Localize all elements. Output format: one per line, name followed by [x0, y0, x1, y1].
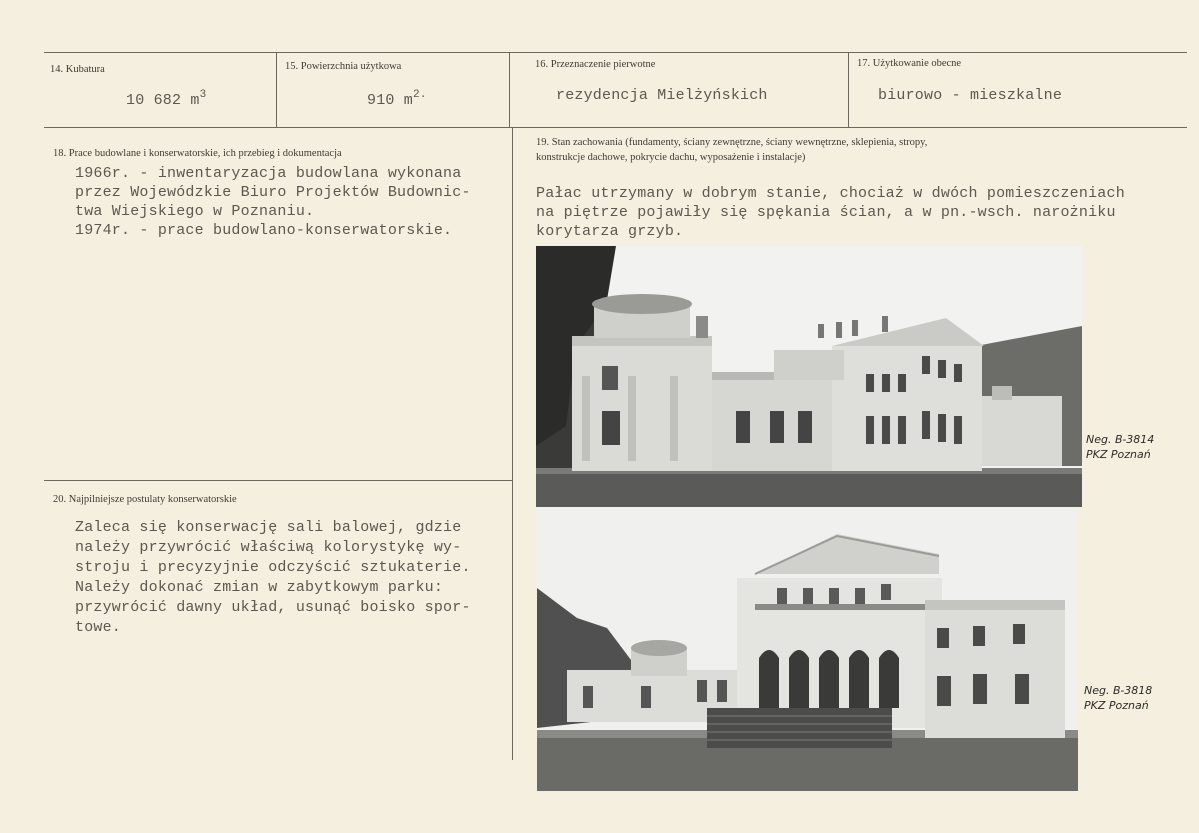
field-15-value: 910 $m^{2.}$: [367, 89, 427, 109]
palace-photo-side-view: [536, 246, 1082, 507]
field-14-label: 14. Kubatura: [50, 64, 105, 75]
field-20-label: 20. Najpilniejsze postulaty konserwatorskie: [53, 494, 237, 505]
field-19-line: korytarza grzyb.: [536, 223, 684, 240]
field-19-line: Pałac utrzymany w dobrym stanie, chociaż w dwóch pomieszczeniach: [536, 185, 1125, 202]
field-17-value: biurowo - mieszkalne: [878, 87, 1063, 104]
row1-bottom-rule: [44, 127, 1187, 128]
field-18-text: [75, 164, 471, 240]
field-16-value: rezydencja Mielżyńskich: [556, 87, 768, 104]
field-20-line: przywrócić dawny układ, usunąć boisko spor-: [75, 599, 471, 616]
field-16-label: 16. Przeznaczenie pierwotne: [535, 59, 656, 70]
field-20-line: należy przywrócić właściwą kolorystykę wy-: [75, 539, 462, 556]
photo-1-caption-line: PKZ Poznań: [1086, 448, 1151, 461]
field-15-sup: 2.: [413, 89, 427, 101]
field-18-line: przez Wojewódzkie Biuro Projektów Budownic-: [75, 184, 471, 201]
photo-2-caption-line: PKZ Poznań: [1084, 699, 1149, 712]
photo-1-caption: [1086, 432, 1154, 462]
col-divider-14-15: [276, 53, 277, 127]
field-20-text: [75, 518, 471, 638]
photo-1-caption-line: Neg. B-3814: [1086, 433, 1155, 446]
field-20-line: stroju i precyzyjnie odczyścić sztukaterie.: [75, 559, 471, 576]
field-18-line: 1974r. - prace budowlano-konserwatorskie.: [75, 222, 453, 239]
field-19-label-line: konstrukcje dachowe, pokrycie dachu, wyposażenie i instalacje): [536, 151, 806, 163]
field-14-sup: 3: [199, 89, 207, 101]
palace-portico-illustration: [537, 508, 1078, 791]
field-14-value: 10 682 $m^3$: [126, 89, 207, 109]
field-20-line: towe.: [75, 619, 122, 636]
field-19-text: [536, 184, 1125, 241]
section-18-bottom-rule: [44, 480, 512, 481]
field-19-label-line: 19. Stan zachowania (fundamenty, ściany zewnętrzne, ściany wewnętrzne, sklepienia, stropy,: [536, 137, 928, 148]
palace-photo-portico-view: [537, 508, 1078, 791]
col-divider-16-17: [848, 53, 849, 127]
field-18-label: 18. Prace budowlane i konserwatorskie, ich przebieg i dokumentacja: [53, 148, 342, 159]
field-18-line: twa Wiejskiego w Poznaniu.: [75, 203, 315, 220]
palace-side-illustration: [536, 246, 1082, 507]
field-19-line: na piętrze pojawiły się spękania ścian, a w pn.-wsch. narożniku: [536, 204, 1116, 221]
photo-2-caption-line: Neg. B-3818: [1084, 684, 1153, 697]
top-rule: [44, 52, 1187, 53]
field-18-line: 1966r. - inwentaryzacja budowlana wykonana: [75, 165, 462, 182]
field-17-label: 17. Użytkowanie obecne: [857, 58, 962, 69]
photo-2-caption: [1084, 683, 1152, 713]
col-divider-15-16: [509, 53, 510, 127]
field-20-line: Należy dokonać zmian w zabytkowym parku:: [75, 579, 444, 596]
field-15-label: 15. Powierzchnia użytkowa: [285, 61, 402, 72]
field-19-label: [536, 136, 927, 165]
field-20-line: Zaleca się konserwację sali balowej, gdzie: [75, 519, 462, 536]
main-column-divider: [512, 128, 513, 760]
